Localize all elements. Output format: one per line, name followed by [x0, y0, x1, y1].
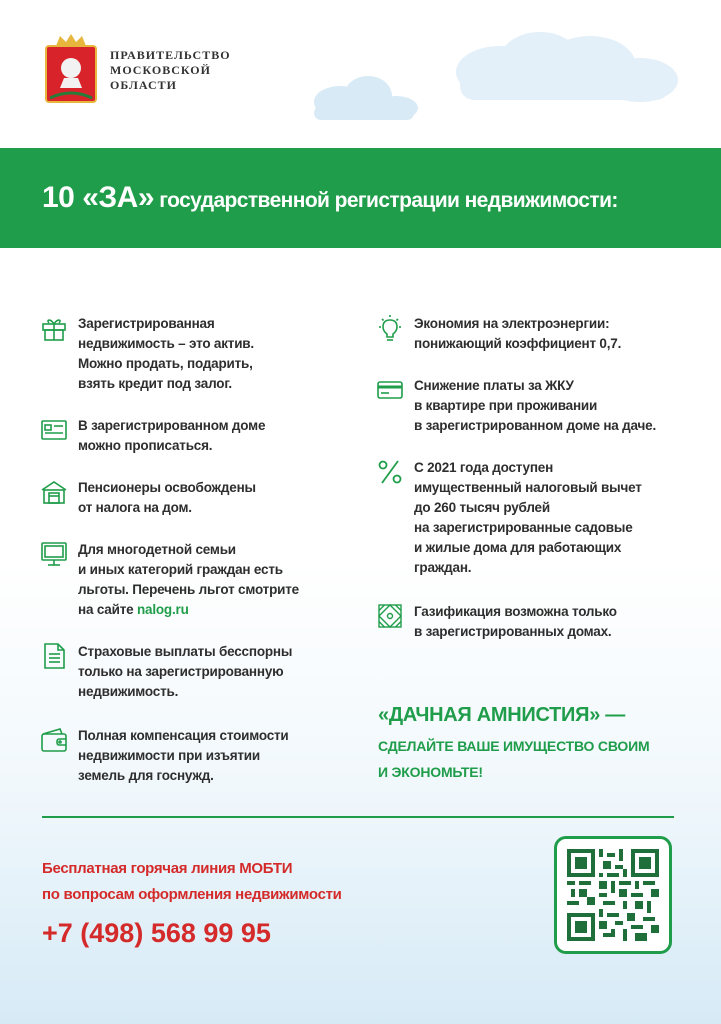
benefit-text: Снижение платы за ЖКУ	[414, 378, 574, 393]
org-name-line: ПРАВИТЕЛЬСТВО	[110, 48, 231, 62]
gift-icon	[40, 314, 68, 342]
benefit-text: на сайте	[78, 602, 137, 617]
document-icon	[40, 642, 68, 670]
benefit-text: льготы. Перечень льгот смотрите	[78, 582, 299, 597]
hotline-title: Бесплатная горячая линия МОБТИ	[42, 860, 293, 877]
benefit-text: имущественный налоговый вычет	[414, 480, 642, 495]
gas-grid-icon	[376, 602, 404, 630]
clouds-illustration	[300, 20, 700, 130]
benefit-text: и жилые дома для работающих	[414, 540, 622, 555]
benefit-text: только на зарегистрированную	[78, 664, 284, 679]
benefit-text: взять кредит под залог.	[78, 376, 232, 391]
amnesty-heading: «ДАЧНАЯ АМНИСТИЯ» —	[378, 704, 625, 726]
benefit-text: на зарегистрированные садовые	[414, 520, 633, 535]
qr-code-icon[interactable]	[567, 849, 659, 941]
benefit-text: Пенсионеры освобождены	[78, 480, 256, 495]
benefit-text: и иных категорий граждан есть	[78, 562, 283, 577]
benefit-text: до 260 тысяч рублей	[414, 500, 550, 515]
benefit-text: Экономия на электроэнергии:	[414, 316, 610, 331]
benefit-text: Полная компенсация стоимости	[78, 728, 289, 743]
benefit-text: земель для госнужд.	[78, 768, 214, 783]
title-number: 10 «ЗА»	[42, 181, 155, 214]
amnesty-slogan	[378, 704, 698, 785]
moscow-oblast-emblem-icon	[42, 32, 100, 104]
benefit-text-with-link	[78, 600, 348, 620]
org-name-line: ОБЛАСТИ	[110, 78, 177, 92]
benefit-text: недвижимости при изъятии	[78, 748, 260, 763]
nalog-link[interactable]: nalog.ru	[136, 602, 189, 617]
benefit-text: С 2021 года доступен	[414, 460, 554, 475]
benefit-text: Газификация возможна только	[414, 604, 617, 619]
percent-icon	[376, 458, 404, 486]
monitor-icon	[40, 540, 68, 568]
benefit-text: можно прописаться.	[78, 438, 213, 453]
benefit-text: недвижимость – это актив.	[78, 336, 254, 351]
benefit-text: Зарегистрированная	[78, 316, 215, 331]
credit-card-icon	[376, 376, 404, 404]
benefit-text: в зарегистрированном доме на даче.	[414, 418, 657, 433]
divider	[42, 816, 674, 818]
header	[0, 0, 721, 148]
house-icon	[40, 478, 68, 506]
org-name	[110, 48, 231, 93]
benefit-text: от налога на дом.	[78, 500, 192, 515]
lightbulb-icon	[376, 314, 404, 342]
org-name-line: МОСКОВСКОЙ	[110, 63, 211, 77]
title-text: государственной регистрации недвижимости:	[154, 189, 618, 212]
benefit-text: понижающий коэффициент 0,7.	[414, 336, 622, 351]
amnesty-subheading	[378, 733, 698, 785]
benefit-text: в зарегистрированных домах.	[414, 624, 612, 639]
benefit-text: Страховые выплаты бесспорны	[78, 644, 293, 659]
hotline-subtitle: по вопросам оформления недвижимости	[42, 886, 342, 903]
benefit-text: Для многодетной семьи	[78, 542, 236, 557]
benefit-text: Можно продать, подарить,	[78, 356, 253, 371]
wallet-icon	[40, 726, 68, 754]
title-banner	[0, 148, 721, 248]
benefit-text: граждан.	[414, 560, 472, 575]
benefit-text: В зарегистрированном доме	[78, 418, 266, 433]
qr-code-frame	[554, 836, 672, 954]
id-card-icon	[40, 416, 68, 444]
amnesty-line: И ЭКОНОМЬТЕ!	[378, 764, 483, 780]
benefit-text: в квартире при проживании	[414, 398, 598, 413]
benefit-text: недвижимость.	[78, 684, 179, 699]
page-title	[42, 181, 618, 215]
hotline-phone[interactable]: +7 (498) 568 99 95	[42, 918, 271, 948]
hotline	[42, 856, 342, 949]
amnesty-line: СДЕЛАЙТЕ ВАШЕ ИМУЩЕСТВО СВОИМ	[378, 738, 650, 754]
